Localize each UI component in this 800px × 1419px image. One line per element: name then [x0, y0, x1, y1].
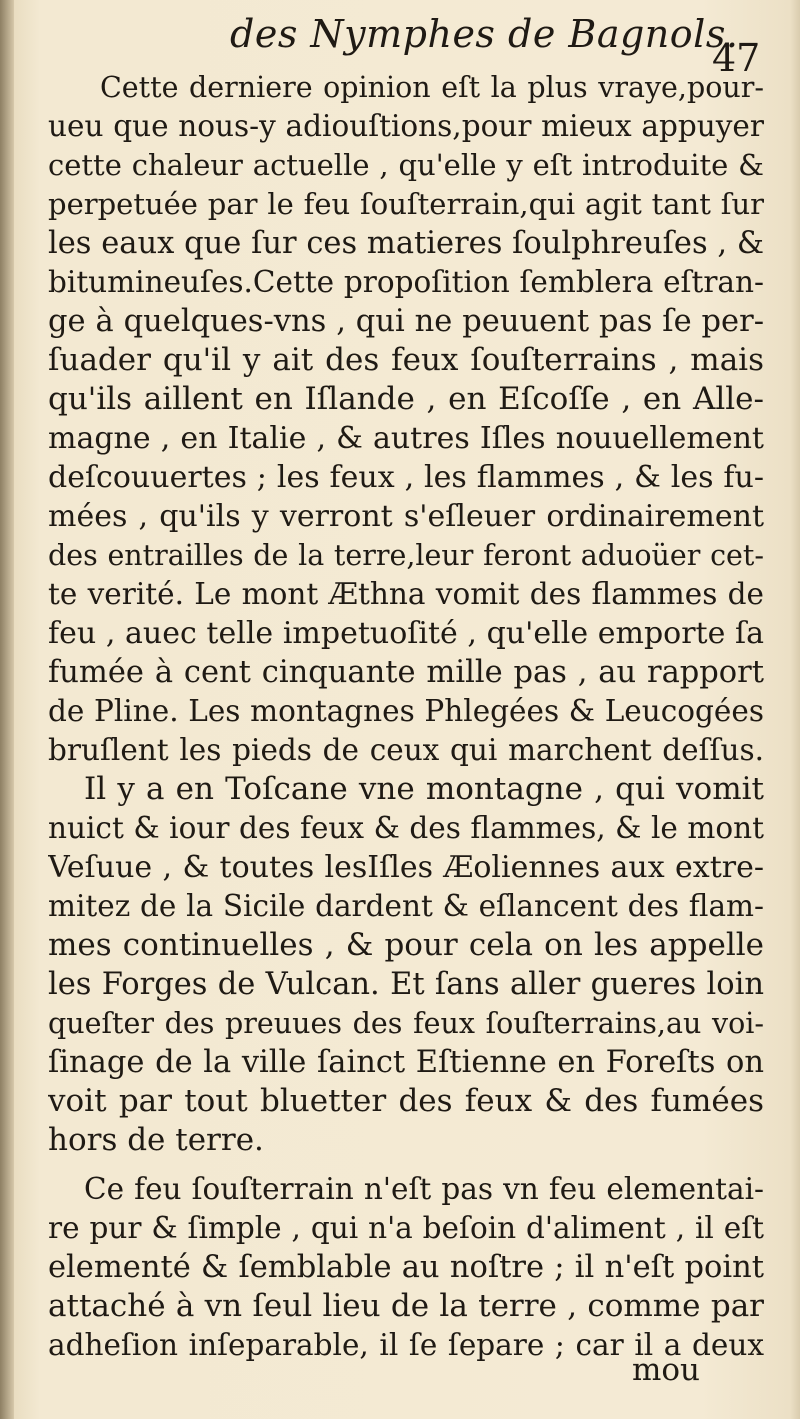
text-line: fumée à cent cinquante mille pas , au rapport: [48, 655, 764, 690]
text-line: Cette derniere opinion eſt la plus vraye,pour-: [100, 71, 764, 104]
text-line: deſcouuertes ; les feux , les flammes , & les fu-: [48, 460, 764, 495]
running-head: des Nymphes de Bagnols.: [230, 12, 739, 56]
text-line: adheſion inſeparable, il ſe ſepare ; car il a deux: [48, 1328, 764, 1362]
text-line: feu , auec telle impetuoſité , qu'elle emporte ſa: [48, 616, 764, 651]
text-line: elementé & ſemblable au noſtre ; il n'eſt point: [48, 1250, 764, 1285]
text-line: cette chaleur actuelle , qu'elle y eſt introduite &: [48, 148, 764, 182]
binding-gutter: [0, 0, 14, 1419]
text-line: Ce feu ſouſterrain n'eſt pas vn feu elementai-: [84, 1172, 764, 1206]
text-line: re pur & ſimple , qui n'a beſoin d'aliment , il eſt: [48, 1211, 764, 1245]
page-number: 47: [712, 36, 761, 80]
text-line: ſuader qu'il y ait des feux ſouſterrains , mais: [48, 342, 764, 378]
text-line: Veſuue , & toutes lesIſles Æoliennes aux extre-: [48, 850, 764, 885]
text-line: les Forges de Vulcan. Et ſans aller gueres loin: [48, 967, 764, 1002]
text-line: mées , qu'ils y verront s'eſleuer ordinairement: [48, 499, 764, 534]
text-line: hors de terre.: [48, 1122, 264, 1158]
text-line: magne , en Italie , & autres Iſles nouuellement: [48, 421, 764, 456]
text-line: perpetuée par le feu ſouſterrain,qui agit tant ſur: [48, 187, 764, 221]
text-line: ſinage de la ville ſainct Eſtienne en Foreſts on: [48, 1045, 764, 1080]
text-line: ueu que nous-y adiouſtions,pour mieux appuyer: [48, 109, 764, 143]
text-line: Il y a en Toſcane vne montagne , qui vomit: [84, 771, 764, 807]
text-line: queſter des preuues des feux ſouſterrains,au voi-: [48, 1007, 764, 1040]
catchword: mou: [632, 1352, 701, 1388]
text-line: les eaux que ſur ces matieres ſoulphreuſes , &: [48, 226, 764, 261]
text-line: mes continuelles , & pour cela on les appelle: [48, 927, 764, 963]
text-line: mitez de la Sicile dardent & eſlancent des flam-: [48, 889, 764, 923]
text-line: bruſlent les pieds de ceux qui marchent deſſus.: [48, 733, 764, 767]
text-line: te verité. Le mont Æthna vomit des flammes de: [48, 577, 764, 611]
text-line: voit par tout bluetter des feux & des fumées: [48, 1083, 764, 1119]
text-line: qu'ils aillent en Iſlande , en Eſcoſſe , en Alle-: [48, 381, 764, 417]
text-line: de Pline. Les montagnes Phlegées & Leucogées: [48, 694, 764, 728]
body-text: [48, 68, 764, 1365]
text-line: attaché à vn ſeul lieu de la terre , comme par: [48, 1288, 764, 1324]
text-line: nuict & iour des feux & des flammes, & le mont: [48, 811, 764, 845]
text-line: ge à quelques-vns , qui ne peuuent pas ſe per-: [48, 304, 764, 339]
text-line: bitumineuſes.Cette propoſition ſemblera eſtran-: [48, 265, 764, 299]
text-line: des entrailles de la terre,leur feront aduoüer cet-: [48, 539, 764, 572]
